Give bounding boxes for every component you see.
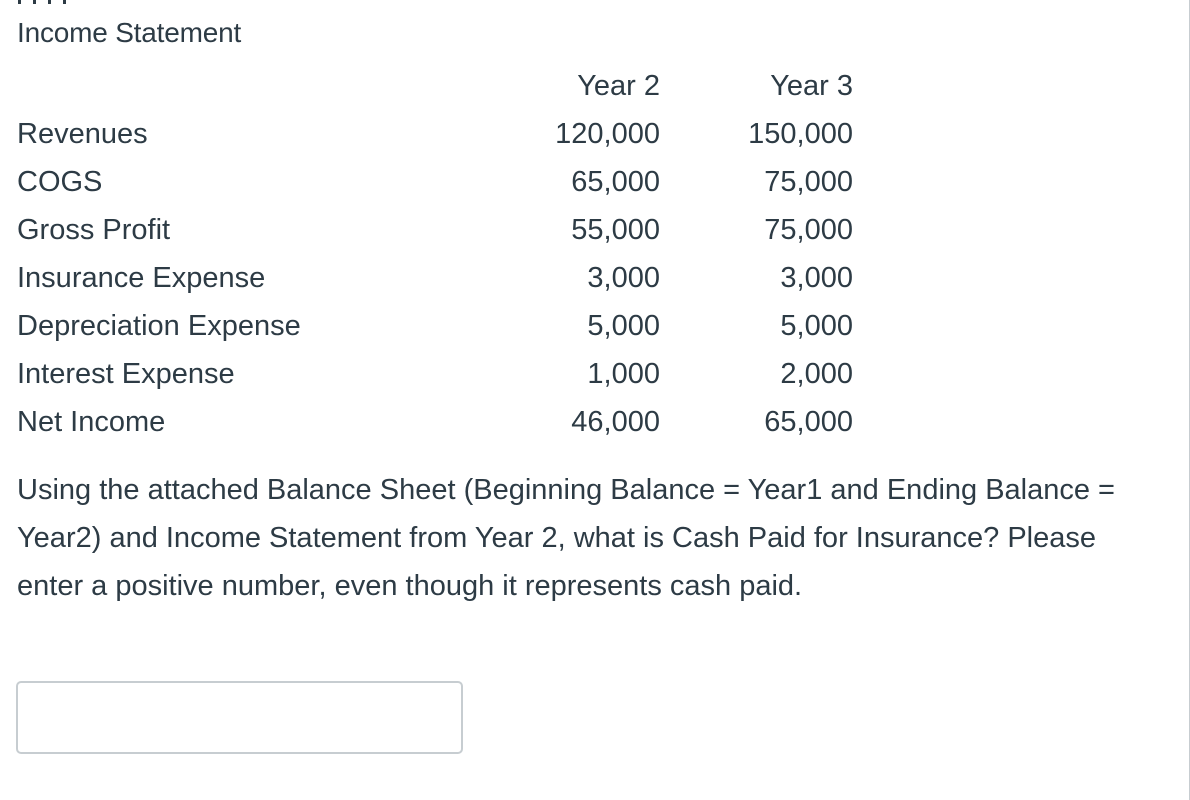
- year-2-value: 120,000: [555, 118, 660, 150]
- year-2-value: 5,000: [587, 310, 660, 342]
- row-label: Insurance Expense: [17, 262, 266, 294]
- year-2-value: 46,000: [571, 406, 660, 438]
- row-label: Net Income: [17, 406, 166, 438]
- table-row: [17, 302, 853, 350]
- year-2-value: 1,000: [587, 358, 660, 390]
- table-header-row: [17, 62, 853, 110]
- table-row: [17, 110, 853, 158]
- question-text: Using the attached Balance Sheet (Beginning Balance = Year1 and Ending Balance = Year2) and Income Statement from Year 2, what is Cash Paid for Insurance? Please enter a positive number, even though it represents cash paid.: [17, 474, 1115, 602]
- year-3-value: 75,000: [764, 166, 853, 198]
- column-header-year-2: Year 2: [577, 70, 660, 102]
- row-label: COGS: [17, 166, 103, 198]
- header-label-spacer: [17, 62, 457, 110]
- table-row: [17, 254, 853, 302]
- table-row: [17, 398, 853, 446]
- year-2-value: 65,000: [571, 166, 660, 198]
- table-row: [17, 158, 853, 206]
- year-3-value: 150,000: [748, 118, 853, 150]
- income-statement-table: [17, 62, 853, 446]
- year-2-value: 55,000: [571, 214, 660, 246]
- year-2-value: 3,000: [587, 262, 660, 294]
- table-row: [17, 350, 853, 398]
- row-label: Gross Profit: [17, 214, 171, 246]
- answer-input[interactable]: [16, 681, 463, 754]
- row-label: Revenues: [17, 118, 148, 150]
- row-label: Depreciation Expense: [17, 310, 301, 342]
- income-statement-title: Income Statement: [17, 17, 242, 48]
- column-header-year-3: Year 3: [770, 70, 853, 102]
- year-3-value: 75,000: [764, 214, 853, 246]
- clipped-text-fragment: [18, 0, 66, 4]
- year-3-value: 65,000: [764, 406, 853, 438]
- table-row: [17, 206, 853, 254]
- row-label: Interest Expense: [17, 358, 235, 390]
- year-3-value: 3,000: [780, 262, 853, 294]
- year-3-value: 2,000: [780, 358, 853, 390]
- year-3-value: 5,000: [780, 310, 853, 342]
